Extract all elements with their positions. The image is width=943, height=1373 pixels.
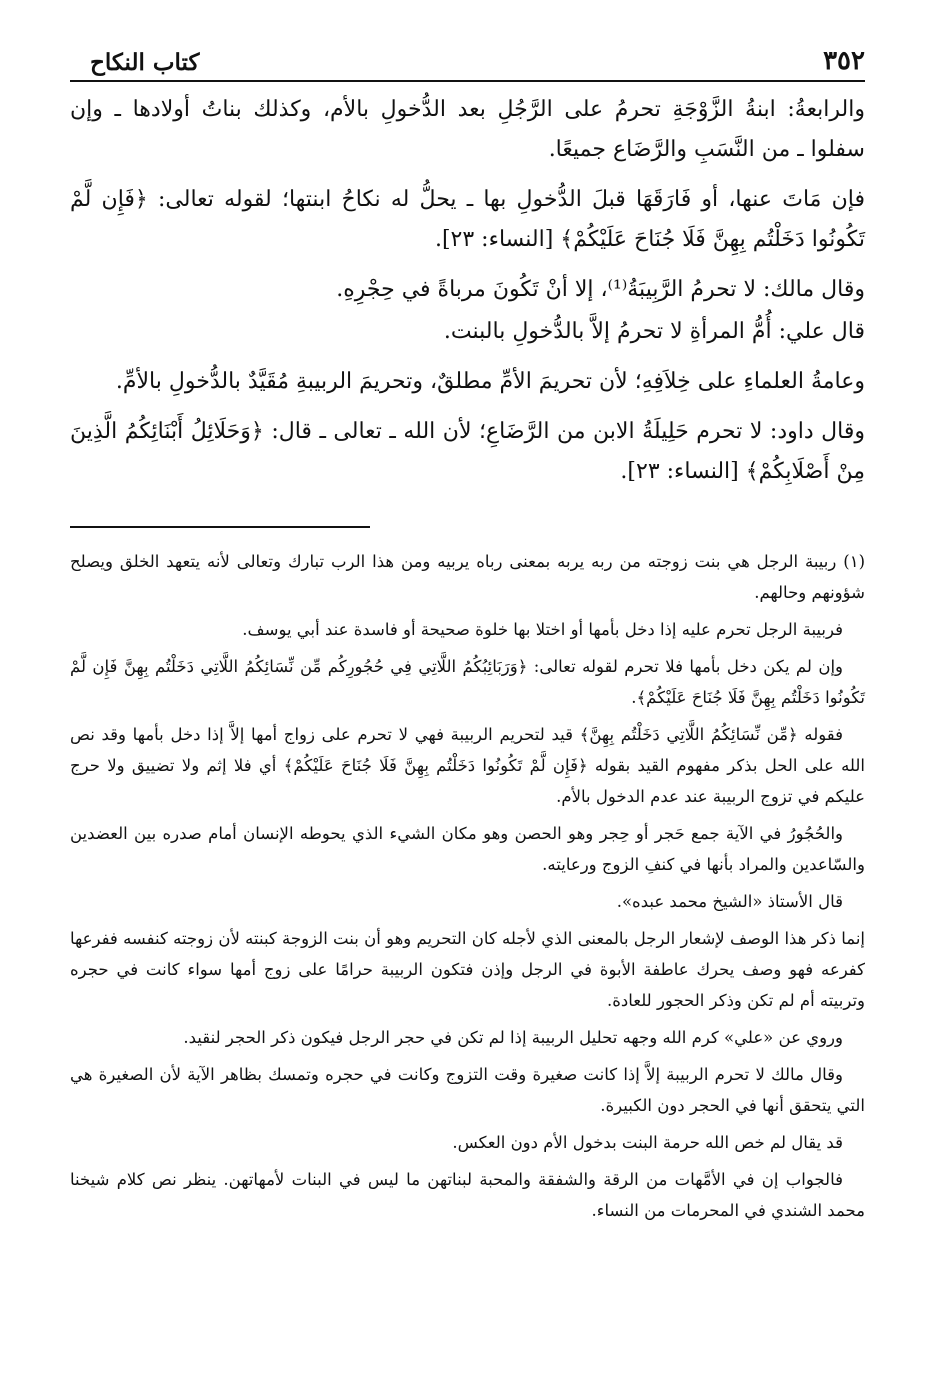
chapter-title: كتاب النكاح — [90, 49, 200, 76]
footnote-paragraph: قال الأستاذ «الشيخ محمد عبده». — [616, 892, 843, 911]
page-number: ٣٥٢ — [823, 46, 865, 76]
footnote-paragraph: فقوله ﴿مِّن نِّسَائِكُمُ اللَّاتِي دَخَلْتُم بِهِنَّ﴾ قيد لتحريم الربيبة فهي لا تحرم على زواج أمها إلاَّ إذا دخل بأمها وقد نص الله على الحل بذكر مفهوم القيد بقوله ﴿فَإِن لَّمْ تَكُونُوا دَخَلْتُم بِهِنَّ فَلَا جُنَاحَ عَلَيْكُمْ﴾ أي فلا إثم ولا تضييق ولا حرج عليكم في تزوج الربيبة عند عدم الدخول بالأم. — [70, 725, 865, 806]
paragraph-fourth: والرابعةُ: ابنةُ الزَّوْجَةِ تحرمُ على الرَّجُلِ بعد الدُّخولِ بالأم، وكذلك بناتُ أولادها ـ وإن سفلوا ـ من النَّسَبِ والرَّضَاع جميعًا. — [70, 97, 865, 162]
paragraph-malik: وقال مالك: لا تحرمُ الرَّبِيبَةُ⁽¹⁾، إلا أنْ تَكُونَ مرباةً في حِجْرِهِ. — [336, 277, 865, 302]
footnote-paragraph: قد يقال لم خص الله حرمة البنت بدخول الأم دون العكس. — [452, 1133, 843, 1152]
footnote-paragraph: والحُجُورُ في الآية جمع حَجر أو حِجر وهو الحصن وهو مكان الشيء الذي يحوطه الإنسان أمام صدره بين العضدين والسّاعدين والمراد بأنها في كنفِ الزوج ورعايته. — [70, 824, 865, 874]
main-text — [70, 90, 865, 492]
footnote-paragraph: فالجواب إن في الأمَّهات من الرقة والشفقة والمحبة لبناتهن ما ليس في البنات لأمهاتهن. ينظر نص كلام شيخنا محمد الشندي في المحرمات من النساء. — [70, 1170, 865, 1220]
footnote-paragraph: وقال مالك لا تحرم الربيبة إلاَّ إذا كانت صغيرة وقت التزوج وكانت في حجره وتمسك بظاهر الآية لأن الصغيرة هي التي يتحقق أنها في الحجر دون الكبيرة. — [70, 1065, 865, 1115]
paragraph-death-separation: فإن مَاتَ عنها، أو فَارَقَهَا قبلَ الدُّخولِ بها ـ يحلُّ له نكاحُ ابنتها؛ لقوله تعالى: ﴿فَإِن لَّمْ تَكُونُوا دَخَلْتُم بِهِنَّ فَلَا جُنَاحَ عَلَيْكُمْ﴾ [النساء: ٢٣]. — [70, 187, 865, 252]
paragraph-scholars: وعامةُ العلماءِ على خِلاَفِهِ؛ لأن تحريمَ الأمِّ مطلقٌ، وتحريمَ الربيبةِ مُقَيَّدٌ بالدُّخولِ بالأمِّ. — [115, 369, 865, 394]
footnote-1: (١) ربيبة الرجل هي بنت زوجته من ربه يربه بمعنى رباه يربيه ومن هذا الرب تبارك وتعالى لأنه يتعهد الخلق ويصلح شؤونهم وحالهم. — [70, 552, 865, 602]
footnotes — [70, 546, 865, 1226]
paragraph-dawud: وقال داود: لا تحرم حَلِيلَةُ الابن من الرَّضَاعِ؛ لأن الله ـ تعالى ـ قال: ﴿وَحَلَائِلُ أَبْنَائِكُمُ الَّذِينَ مِنْ أَصْلَابِكُمْ﴾ [النساء: ٢٣]. — [70, 419, 865, 484]
footnote-paragraph: فربيبة الرجل تحرم عليه إذا دخل بأمها أو اختلا بها خلوة صحيحة أو فاسدة عند أبي يوسف. — [242, 620, 843, 639]
page-header — [70, 40, 865, 82]
footnote-paragraph: وإن لم يكن دخل بأمها فلا تحرم لقوله تعالى: ﴿وَرَبَائِبُكُمُ اللَّاتِي فِي حُجُورِكُم مِّن نِّسَائِكُمُ اللَّاتِي دَخَلْتُم بِهِنَّ فَإِن لَّمْ تَكُونُوا دَخَلْتُم بِهِنَّ فَلَا جُنَاحَ عَلَيْكُمْ﴾. — [70, 657, 865, 707]
book-page — [70, 40, 865, 1373]
footnote-paragraph: وروي عن «علي» كرم الله وجهه تحليل الربيبة إذا لم تكن في حجر الرجل فيكون ذكر الحجر لنقيد. — [183, 1028, 843, 1047]
footnote-paragraph: إنما ذكر هذا الوصف لإشعار الرجل بالمعنى الذي لأجله كان التحريم وهو أن بنت الزوجة كبنته لأن زوجته كنفسه ففرعها كفرعه فهو وصف يحرك عاطفة الأبوة في الرجل وإذن فتكون الربيبة حرامًا على زوج أمها سواء كانت في حجره وتربيته أم لم تكن وذكر الحجور للعادة. — [70, 929, 865, 1010]
footnote-separator — [70, 526, 370, 528]
paragraph-ali: قال علي: أُمُّ المرأةِ لا تحرمُ إلاَّ بالدُّخولِ بالبنت. — [443, 319, 865, 344]
